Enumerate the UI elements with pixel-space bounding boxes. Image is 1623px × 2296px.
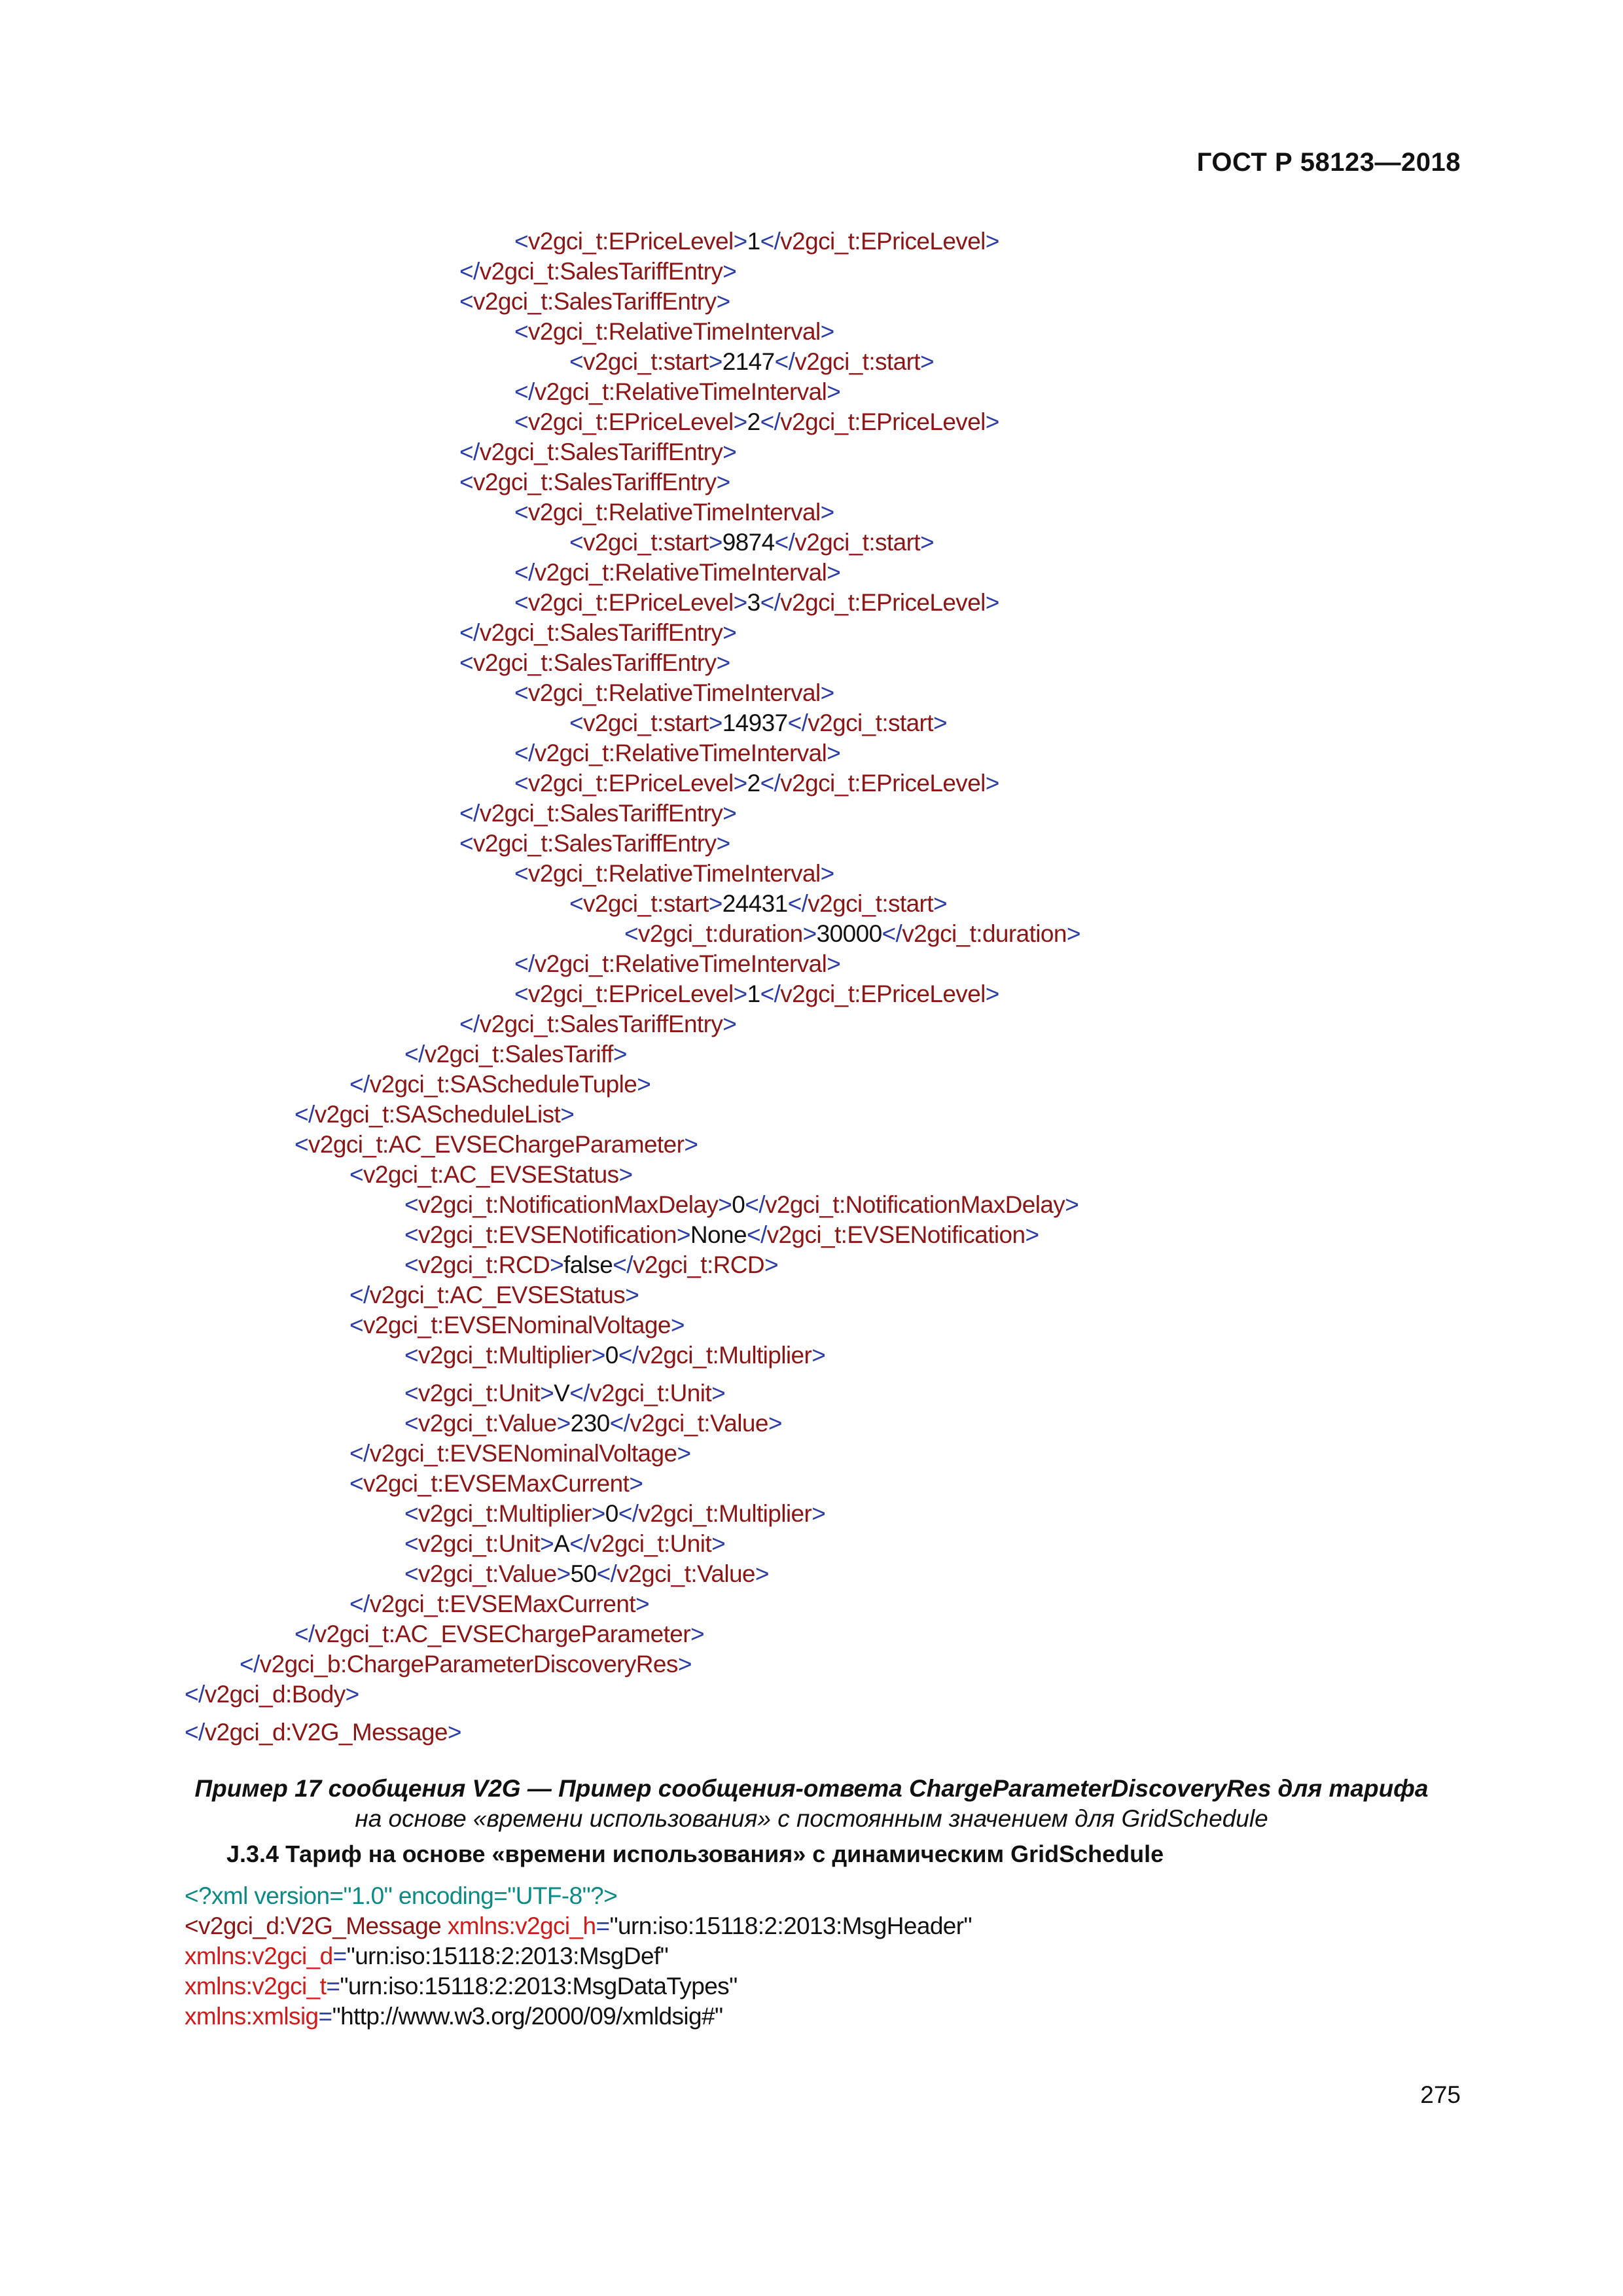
tag-bracket: < — [459, 288, 474, 315]
tag-bracket: > — [733, 980, 747, 1007]
tag-name: v2gci_t:AC_EVSEStatus — [363, 1161, 619, 1188]
tag-name: v2gci_t:RelativeTimeInterval — [534, 740, 827, 766]
code-line — [459, 648, 730, 678]
tag-bracket: > — [718, 1191, 732, 1218]
tag-value: 3 — [747, 589, 760, 616]
code-line — [514, 738, 840, 768]
tag-name: v2gci_t:RCD — [418, 1251, 550, 1278]
tag-bracket: > — [985, 228, 999, 255]
tag-value: 0 — [605, 1342, 618, 1369]
tag-bracket: > — [676, 1221, 690, 1248]
tag-bracket: </ — [240, 1651, 260, 1677]
tag-name: v2gci_t:EPriceLevel — [780, 770, 986, 797]
tag-bracket: < — [514, 860, 529, 887]
tag-bracket: </ — [459, 800, 480, 827]
tag-bracket: > — [933, 709, 947, 736]
tag-value: 9874 — [722, 529, 775, 556]
xml-ns-sig-line: xmlns:xmlsig="http://www.w3.org/2000/09/xmldsig#" — [185, 2003, 723, 2030]
tag-bracket: < — [404, 1191, 419, 1218]
tag-bracket: < — [569, 529, 584, 556]
tag-bracket: > — [540, 1530, 554, 1557]
tag-bracket: > — [670, 1312, 685, 1338]
tag-value: 2147 — [722, 348, 775, 375]
tag-bracket: > — [733, 770, 747, 797]
tag-name: v2gci_t:EVSENominalVoltage — [369, 1440, 677, 1467]
code-line — [514, 979, 999, 1009]
code-line — [514, 407, 999, 437]
tag-bracket: < — [459, 830, 474, 857]
tag-bracket: </ — [514, 950, 535, 977]
tag-bracket: < — [459, 469, 474, 495]
code-line — [404, 1499, 825, 1529]
xml-ns-t-line: xmlns:v2gci_t="urn:iso:15118:2:2013:MsgDataTypes" — [185, 1973, 738, 2000]
tag-bracket: </ — [459, 619, 480, 646]
tag-bracket: </ — [774, 348, 795, 375]
code-line — [294, 1130, 698, 1160]
tag-bracket: > — [722, 439, 737, 465]
tag-name: v2gci_t:Multiplier — [638, 1500, 812, 1527]
tag-name: v2gci_t:SalesTariffEntry — [479, 619, 723, 646]
tag-bracket: </ — [882, 920, 902, 947]
standard-header: ГОСТ Р 58123—2018 — [1196, 148, 1461, 177]
tag-name: v2gci_t:SalesTariffEntry — [479, 1011, 723, 1037]
tag-name: v2gci_d:V2G_Message — [204, 1719, 448, 1746]
tag-bracket: </ — [618, 1500, 639, 1527]
tag-bracket: > — [708, 529, 722, 556]
tag-bracket: </ — [514, 378, 535, 405]
tag-name: v2gci_t:start — [583, 529, 709, 556]
tag-name: v2gci_t:Value — [630, 1410, 768, 1437]
tag-value: 50 — [570, 1560, 597, 1587]
tag-name: v2gci_t:NotificationMaxDelay — [418, 1191, 719, 1218]
tag-name: v2gci_t:RelativeTimeInterval — [534, 950, 827, 977]
tag-bracket: > — [716, 288, 730, 315]
tag-bracket: > — [733, 408, 747, 435]
tag-name: v2gci_t:EPriceLevel — [528, 408, 734, 435]
tag-bracket: < — [294, 1131, 309, 1158]
code-line — [459, 257, 736, 287]
code-line — [514, 588, 999, 618]
code-line — [349, 1589, 649, 1619]
tag-bracket: </ — [569, 1380, 590, 1407]
tag-bracket: > — [677, 1440, 691, 1467]
tag-bracket: > — [812, 1342, 826, 1369]
tag-name: v2gci_t:EVSEMaxCurrent — [369, 1590, 635, 1617]
tag-bracket: < — [404, 1410, 419, 1437]
tag-name: v2gci_t:Multiplier — [418, 1342, 592, 1369]
tag-bracket: > — [722, 619, 737, 646]
tag-bracket: </ — [185, 1719, 205, 1746]
tag-bracket: < — [514, 980, 529, 1007]
tag-bracket: > — [684, 1131, 698, 1158]
tag-name: v2gci_t:SalesTariffEntry — [473, 649, 717, 676]
code-line — [404, 1220, 1039, 1250]
tag-bracket: > — [985, 770, 999, 797]
code-line — [404, 1529, 725, 1559]
tag-bracket: </ — [613, 1251, 633, 1278]
code-line — [349, 1469, 643, 1499]
tag-bracket: </ — [349, 1071, 370, 1098]
code-line — [404, 1250, 778, 1280]
tag-bracket: > — [722, 800, 737, 827]
tag-name: v2gci_b:ChargeParameterDiscoveryRes — [259, 1651, 678, 1677]
xml-ns-h-value: "urn:iso:15118:2:2013:MsgHeader" — [609, 1912, 972, 1939]
code-line — [294, 1619, 704, 1649]
tag-bracket: > — [690, 1621, 704, 1647]
xml-ns-sig-value: "http://www.w3.org/2000/09/xmldsig#" — [332, 2003, 723, 2030]
tag-bracket: > — [812, 1500, 826, 1527]
code-line — [349, 1069, 651, 1100]
tag-bracket: > — [1066, 920, 1080, 947]
code-line — [514, 497, 834, 528]
page-number: 275 — [1420, 2081, 1461, 2108]
tag-bracket: > — [764, 1251, 779, 1278]
tag-name: v2gci_t:RelativeTimeInterval — [534, 559, 827, 586]
tag-value: 0 — [732, 1191, 745, 1218]
tag-bracket: </ — [746, 1221, 767, 1248]
tag-bracket: > — [827, 740, 841, 766]
code-line — [349, 1280, 639, 1310]
tag-name: v2gci_t:AC_EVSEStatus — [369, 1282, 626, 1308]
tag-name: v2gci_t:RelativeTimeInterval — [528, 318, 821, 345]
tag-bracket: </ — [787, 709, 808, 736]
tag-bracket: </ — [569, 1530, 590, 1557]
code-line — [459, 437, 736, 467]
tag-bracket: > — [637, 1071, 651, 1098]
tag-bracket: < — [514, 228, 529, 255]
tag-name: v2gci_t:EPriceLevel — [528, 228, 734, 255]
tag-name: v2gci_t:start — [808, 709, 933, 736]
tag-value: 30000 — [816, 920, 882, 947]
tag-bracket: > — [755, 1560, 769, 1587]
tag-bracket: > — [919, 529, 934, 556]
tag-bracket: < — [514, 318, 529, 345]
tag-value: 230 — [570, 1410, 610, 1437]
tag-bracket: > — [820, 499, 834, 526]
code-line — [404, 1408, 782, 1439]
tag-bracket: > — [802, 920, 817, 947]
tag-bracket: > — [591, 1342, 605, 1369]
tag-name: v2gci_t:EPriceLevel — [780, 980, 986, 1007]
tag-name: v2gci_t:NotificationMaxDelay — [764, 1191, 1065, 1218]
code-line — [514, 678, 834, 708]
tag-bracket: > — [733, 589, 747, 616]
code-line — [240, 1649, 692, 1679]
tag-name: v2gci_t:EPriceLevel — [528, 589, 734, 616]
code-line — [569, 347, 934, 377]
tag-bracket: > — [722, 258, 737, 285]
tag-bracket: > — [933, 890, 947, 917]
tag-bracket: </ — [404, 1041, 425, 1067]
tag-bracket: > — [722, 1011, 737, 1037]
tag-bracket: < — [514, 679, 529, 706]
tag-bracket: > — [919, 348, 934, 375]
tag-bracket: > — [560, 1101, 575, 1128]
tag-bracket: </ — [596, 1560, 617, 1587]
tag-bracket: < — [349, 1470, 364, 1497]
tag-bracket: < — [404, 1342, 419, 1369]
code-line — [459, 287, 730, 317]
tag-bracket: </ — [760, 770, 781, 797]
code-line — [569, 528, 934, 558]
tag-value: 24431 — [722, 890, 788, 917]
tag-name: v2gci_t:EPriceLevel — [528, 770, 734, 797]
xml-declaration: <?xml version="1.0" encoding="UTF-8"?> — [185, 1882, 618, 1909]
xml-ns-d-line: xmlns:v2gci_d="urn:iso:15118:2:2013:MsgDef" — [185, 1943, 669, 1969]
tag-bracket: > — [540, 1380, 554, 1407]
code-line — [185, 1717, 461, 1748]
code-line — [514, 317, 834, 347]
tag-bracket: </ — [609, 1410, 630, 1437]
tag-bracket: > — [345, 1681, 359, 1708]
code-line — [185, 1679, 359, 1710]
tag-bracket: > — [985, 980, 999, 1007]
tag-name: v2gci_t:Value — [418, 1560, 557, 1587]
tag-bracket: </ — [294, 1621, 315, 1647]
tag-bracket: > — [708, 709, 722, 736]
tag-name: v2gci_t:Multiplier — [638, 1342, 812, 1369]
code-line — [459, 618, 736, 648]
tag-name: v2gci_t:Unit — [589, 1530, 712, 1557]
xml-ns-t-attr: xmlns:v2gci_t — [185, 1973, 327, 2000]
tag-name: v2gci_t:AC_EVSEChargeParameter — [314, 1621, 690, 1647]
tag-bracket: > — [677, 1651, 692, 1677]
code-line — [514, 226, 999, 257]
tag-bracket: > — [556, 1410, 571, 1437]
code-line — [294, 1100, 574, 1130]
code-line — [624, 919, 1080, 949]
tag-name: v2gci_t:EPriceLevel — [780, 589, 986, 616]
tag-value: 2 — [747, 770, 760, 797]
tag-name: v2gci_t:duration — [638, 920, 803, 947]
tag-bracket: </ — [618, 1342, 639, 1369]
xml-ns-d-value: "urn:iso:15118:2:2013:MsgDef" — [346, 1943, 669, 1969]
tag-value: 1 — [747, 980, 760, 1007]
tag-name: v2gci_t:EVSENotification — [418, 1221, 677, 1248]
xml-ns-sig-attr: xmlns:xmlsig — [185, 2003, 319, 2030]
code-line — [514, 859, 834, 889]
tag-name: v2gci_t:Unit — [589, 1380, 712, 1407]
code-line — [514, 949, 840, 979]
tag-bracket: < — [514, 499, 529, 526]
code-line — [404, 1190, 1079, 1220]
tag-bracket: </ — [760, 408, 781, 435]
tag-name: v2gci_t:RelativeTimeInterval — [534, 378, 827, 405]
code-line — [459, 1009, 736, 1039]
code-line — [459, 467, 730, 497]
tag-bracket: </ — [760, 589, 781, 616]
tag-bracket: > — [820, 318, 834, 345]
tag-value: None — [690, 1221, 747, 1248]
code-line — [514, 558, 840, 588]
xml-root-tag: <v2gci_d:V2G_Message — [185, 1912, 442, 1939]
tag-name: v2gci_t:AC_EVSEChargeParameter — [308, 1131, 685, 1158]
code-line — [349, 1439, 691, 1469]
tag-name: v2gci_t:SalesTariffEntry — [473, 830, 717, 857]
example-caption-subtitle: на основе «времени использования» с постоянным значением для GridSchedule — [355, 1805, 1268, 1832]
tag-bracket: > — [556, 1560, 571, 1587]
tag-bracket: > — [827, 559, 841, 586]
tag-bracket: > — [985, 589, 999, 616]
tag-name: v2gci_t:EVSENotification — [766, 1221, 1026, 1248]
tag-bracket: > — [820, 860, 834, 887]
tag-bracket: > — [708, 890, 722, 917]
tag-bracket: < — [404, 1530, 419, 1557]
tag-bracket: </ — [349, 1590, 370, 1617]
tag-name: v2gci_t:SalesTariffEntry — [479, 258, 723, 285]
xml-ns-t-value: "urn:iso:15118:2:2013:MsgDataTypes" — [340, 1973, 738, 2000]
tag-name: v2gci_t:RelativeTimeInterval — [528, 679, 821, 706]
code-line — [404, 1559, 769, 1589]
tag-bracket: </ — [774, 529, 795, 556]
tag-bracket: < — [514, 770, 529, 797]
tag-bracket: </ — [459, 439, 480, 465]
tag-name: v2gci_t:Unit — [418, 1530, 541, 1557]
tag-bracket: > — [820, 679, 834, 706]
tag-bracket: > — [827, 950, 841, 977]
tag-bracket: > — [733, 228, 747, 255]
tag-bracket: > — [768, 1410, 782, 1437]
xml-root-open-line: <v2gci_d:V2G_Message xmlns:v2gci_h="urn:iso:15118:2:2013:MsgHeader" — [185, 1912, 972, 1939]
tag-value: 0 — [605, 1500, 618, 1527]
tag-bracket: </ — [185, 1681, 205, 1708]
xml-ns-d-attr: xmlns:v2gci_d — [185, 1943, 333, 1969]
tag-bracket: < — [404, 1221, 419, 1248]
tag-bracket: > — [985, 408, 999, 435]
tag-bracket: < — [569, 348, 584, 375]
tag-bracket: < — [514, 408, 529, 435]
tag-bracket: > — [711, 1380, 726, 1407]
xml-ns-h-attr: xmlns:v2gci_h — [447, 1912, 596, 1939]
tag-bracket: > — [635, 1590, 650, 1617]
tag-name: v2gci_t:Value — [418, 1410, 557, 1437]
tag-name: v2gci_t:EVSEMaxCurrent — [363, 1470, 630, 1497]
tag-bracket: > — [716, 830, 730, 857]
tag-name: v2gci_t:duration — [902, 920, 1067, 947]
tag-name: v2gci_t:start — [794, 348, 920, 375]
tag-bracket: < — [349, 1161, 364, 1188]
tag-bracket: </ — [787, 890, 808, 917]
tag-bracket: </ — [459, 258, 480, 285]
code-line — [569, 708, 947, 738]
tag-bracket: > — [827, 378, 841, 405]
code-line — [349, 1310, 685, 1340]
tag-bracket: </ — [459, 1011, 480, 1037]
tag-value: 14937 — [722, 709, 788, 736]
code-line — [404, 1039, 627, 1069]
code-line — [459, 798, 736, 829]
tag-bracket: </ — [514, 740, 535, 766]
tag-bracket: < — [349, 1312, 364, 1338]
code-line — [349, 1160, 633, 1190]
tag-bracket: </ — [294, 1101, 315, 1128]
tag-bracket: > — [1065, 1191, 1079, 1218]
tag-value: false — [563, 1251, 613, 1278]
tag-bracket: > — [618, 1161, 633, 1188]
example-caption-title: Пример 17 сообщения V2G — Пример сообщения-ответа ChargeParameterDiscoveryRes для тарифа — [194, 1775, 1429, 1802]
tag-bracket: </ — [760, 228, 781, 255]
tag-name: v2gci_t:SalesTariffEntry — [479, 800, 723, 827]
tag-bracket: > — [625, 1282, 639, 1308]
tag-bracket: < — [459, 649, 474, 676]
tag-name: v2gci_t:start — [583, 348, 709, 375]
tag-bracket: </ — [760, 980, 781, 1007]
tag-bracket: > — [629, 1470, 643, 1497]
tag-bracket: > — [591, 1500, 605, 1527]
code-line — [514, 768, 999, 798]
tag-name: v2gci_t:Unit — [418, 1380, 541, 1407]
tag-name: v2gci_t:EPriceLevel — [780, 408, 986, 435]
tag-bracket: < — [404, 1251, 419, 1278]
tag-bracket: > — [716, 649, 730, 676]
tag-bracket: > — [711, 1530, 726, 1557]
tag-bracket: > — [716, 469, 730, 495]
tag-name: v2gci_t:SalesTariffEntry — [473, 288, 717, 315]
tag-value: V — [554, 1380, 570, 1407]
tag-name: v2gci_t:SAScheduleList — [314, 1101, 561, 1128]
tag-name: v2gci_t:EPriceLevel — [780, 228, 986, 255]
tag-value: 2 — [747, 408, 760, 435]
code-line — [404, 1378, 725, 1408]
code-line — [459, 829, 730, 859]
tag-name: v2gci_t:RCD — [632, 1251, 765, 1278]
section-heading: J.3.4 Тариф на основе «времени использования» с динамическим GridSchedule — [226, 1840, 1164, 1867]
tag-bracket: > — [708, 348, 722, 375]
code-line — [569, 889, 947, 919]
tag-name: v2gci_t:SalesTariff — [424, 1041, 613, 1067]
tag-name: v2gci_t:RelativeTimeInterval — [528, 499, 821, 526]
tag-bracket: </ — [514, 559, 535, 586]
tag-name: v2gci_t:RelativeTimeInterval — [528, 860, 821, 887]
code-line — [514, 377, 840, 407]
tag-name: v2gci_t:start — [583, 890, 709, 917]
tag-name: v2gci_t:start — [583, 709, 709, 736]
tag-name: v2gci_t:Value — [616, 1560, 755, 1587]
code-line — [404, 1340, 825, 1371]
tag-name: v2gci_t:SalesTariffEntry — [479, 439, 723, 465]
tag-bracket: > — [1025, 1221, 1039, 1248]
tag-bracket: > — [613, 1041, 627, 1067]
tag-name: v2gci_t:SAScheduleTuple — [369, 1071, 637, 1098]
tag-bracket: < — [514, 589, 529, 616]
tag-bracket: </ — [349, 1282, 370, 1308]
tag-name: v2gci_t:EVSENominalVoltage — [363, 1312, 671, 1338]
tag-bracket: > — [447, 1719, 461, 1746]
tag-name: v2gci_t:start — [808, 890, 933, 917]
tag-bracket: < — [404, 1380, 419, 1407]
tag-name: v2gci_t:EPriceLevel — [528, 980, 734, 1007]
tag-value: 1 — [747, 228, 760, 255]
tag-name: v2gci_t:start — [794, 529, 920, 556]
tag-bracket: < — [569, 890, 584, 917]
tag-bracket: < — [624, 920, 639, 947]
tag-value: A — [554, 1530, 570, 1557]
tag-bracket: </ — [349, 1440, 370, 1467]
tag-name: v2gci_t:SalesTariffEntry — [473, 469, 717, 495]
tag-bracket: < — [404, 1560, 419, 1587]
tag-name: v2gci_t:Multiplier — [418, 1500, 592, 1527]
tag-bracket: < — [569, 709, 584, 736]
tag-bracket: > — [550, 1251, 564, 1278]
tag-bracket: < — [404, 1500, 419, 1527]
tag-name: v2gci_d:Body — [204, 1681, 346, 1708]
tag-bracket: </ — [745, 1191, 765, 1218]
